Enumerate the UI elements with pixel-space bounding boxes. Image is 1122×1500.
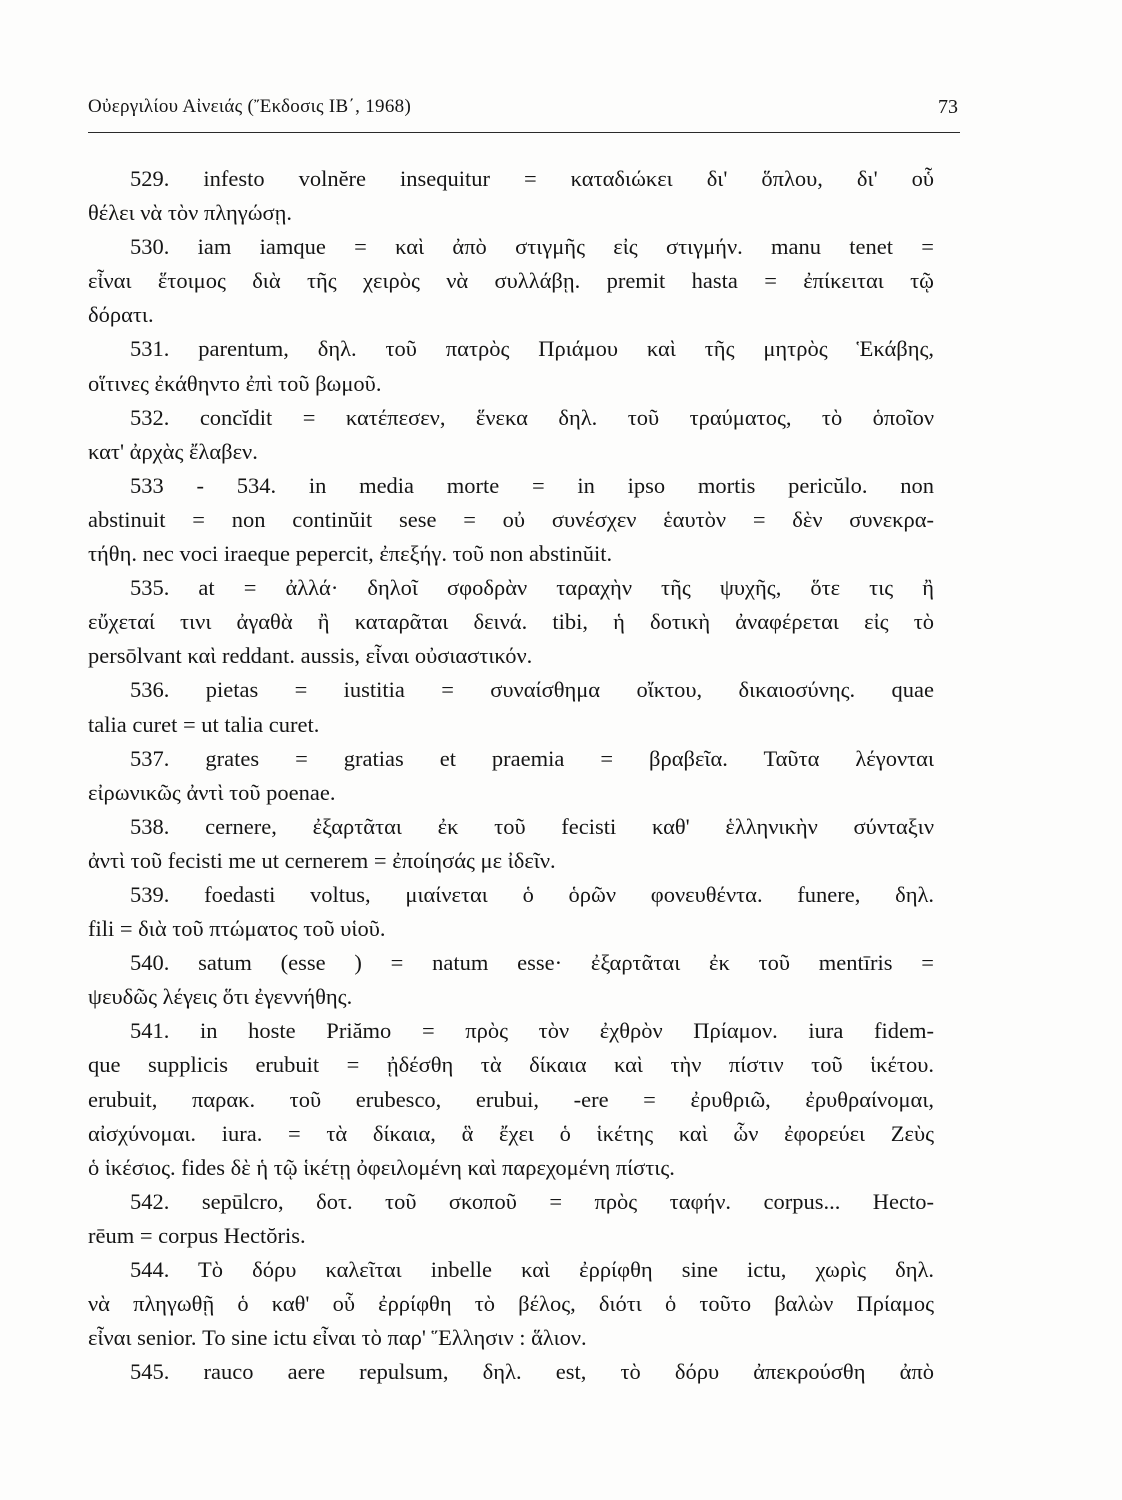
text-line: 531. parentum, δηλ. τοῦ πατρὸς Πριάμου καὶ τῆς μητρὸς Ἑκάβης, — [130, 336, 934, 362]
text-line: νὰ πληγωθῇ ὁ καθ' οὗ ἐρρίφθη τὸ βέλος, διότι ὁ τοῦτο βαλὼν Πρίαμος — [88, 1291, 934, 1317]
page-number: 73 — [938, 96, 958, 118]
text-line: 541. in hoste Priămo = πρὸς τὸν ἐχθρὸν Πρίαμον. iura fidem- — [130, 1018, 934, 1044]
running-title: Οὐεργιλίου Αἰνειάς (Ἔκδοσις ΙΒ΄, 1968) — [88, 96, 412, 117]
text-line: rēum = corpus Hectŏris. — [88, 1222, 306, 1248]
text-line: erubuit, παρακ. τοῦ erubesco, erubui, -ere = ἐρυθριῶ, ἐρυθραίνομαι, — [88, 1086, 934, 1112]
text-line: 542. sepūlcro, δοτ. τοῦ σκοποῦ = πρὸς ταφήν. corpus... Hecto- — [130, 1188, 934, 1214]
text-line: 532. concĭdit = κατέπεσεν, ἕνεκα δηλ. τοῦ τραύματος, τὸ ὁποῖον — [130, 404, 934, 430]
text-line: τήθη. nec voci iraeque pepercit, ἐπεξήγ. τοῦ non abstinŭit. — [88, 541, 613, 567]
commentary-text — [88, 162, 934, 1389]
text-line: ἀντὶ τοῦ fecisti me ut cernerem = ἐποίησάς με ἰδεῖν. — [88, 847, 556, 873]
text-line: οἵτινες ἐκάθηντο ἐπὶ τοῦ βωμοῦ. — [88, 370, 382, 396]
text-line: αἰσχύνομαι. iura. = τὰ δίκαια, ἃ ἔχει ὁ ἱκέτης καὶ ὧν ἐφορεύει Ζεὺς — [88, 1120, 934, 1146]
text-line: 530. iam iamque = καὶ ἀπὸ στιγμῆς εἰς στιγμήν. manu tenet = — [130, 234, 934, 260]
text-line: εἰρωνικῶς ἀντὶ τοῦ poenae. — [88, 779, 336, 805]
text-line: 538. cernere, ἐξαρτᾶται ἐκ τοῦ fecisti καθ' ἑλληνικὴν σύνταξιν — [130, 813, 934, 839]
text-line: 545. rauco aere repulsum, δηλ. est, τὸ δόρυ ἀπεκρούσθη ἀπὸ — [130, 1359, 934, 1385]
text-line: persōlvant καὶ reddant. aussis, εἶναι οὐσιαστικόν. — [88, 643, 533, 669]
text-line: δόρατι. — [88, 302, 154, 328]
text-line: 529. infesto volnĕre insequitur = καταδιώκει δι' ὅπλου, δι' οὗ — [130, 166, 934, 191]
text-line: fili = διὰ τοῦ πτώματος τοῦ υἱοῦ. — [88, 916, 386, 942]
text-line: 539. foedasti voltus, μιαίνεται ὁ ὁρῶν φονευθέντα. funere, δηλ. — [130, 881, 934, 907]
text-line: que supplicis erubuit = ᾐδέσθη τὰ δίκαια καὶ τὴν πίστιν τοῦ ἱκέτου. — [88, 1052, 934, 1078]
text-line: ψευδῶς λέγεις ὅτι ἐγεννήθης. — [88, 984, 353, 1010]
text-line: 537. grates = gratias et praemia = βραβεῖα. Ταῦτα λέγονται — [130, 745, 934, 771]
text-line: 535. at = ἀλλά· δηλοῖ σφοδρὰν ταραχὴν τῆς ψυχῆς, ὅτε τις ἢ — [130, 575, 934, 601]
text-line: 540. satum (esse ) = natum esse· ἐξαρτᾶται ἐκ τοῦ mentīris = — [130, 950, 934, 976]
text-line: 536. pietas = iustitia = συναίσθημα οἴκτου, δικαιοσύνης. quae — [130, 677, 934, 703]
text-line: 544. Τὸ δόρυ καλεῖται inbelle καὶ ἐρρίφθη sine ictu, χωρὶς δηλ. — [130, 1257, 934, 1282]
text-line: εὔχεταί τινι ἀγαθὰ ἢ καταρᾶται δεινά. tibi, ἡ δοτικὴ ἀναφέρεται εἰς τὸ — [88, 609, 934, 635]
text-line: talia curet = ut talia curet. — [88, 711, 320, 737]
text-line: ὁ ἱκέσιος. fides δὲ ἡ τῷ ἱκέτῃ ὀφειλομένη καὶ παρεχομένη πίστις. — [88, 1154, 675, 1180]
text-line: κατ' ἀρχὰς ἔλαβεν. — [88, 438, 258, 464]
text-line: 533 - 534. in media morte = in ipso mortis pericŭlo. non — [130, 472, 934, 498]
text-line: εἶναι senior. Το sine ictu εἶναι τὸ παρ' Ἕλλησιν : ἅλιον. — [88, 1325, 587, 1351]
text-line: θέλει νὰ τὸν πληγώσῃ. — [88, 200, 293, 226]
text-line: abstinuit = non continŭit sese = οὐ συνέσχεν ἑαυτὸν = δὲν συνεκρα- — [88, 506, 934, 532]
page-header — [88, 92, 960, 133]
text-line: εἶναι ἕτοιμος διὰ τῆς χειρὸς νὰ συλλάβῃ. premit hasta = ἐπίκειται τῷ — [88, 268, 934, 294]
